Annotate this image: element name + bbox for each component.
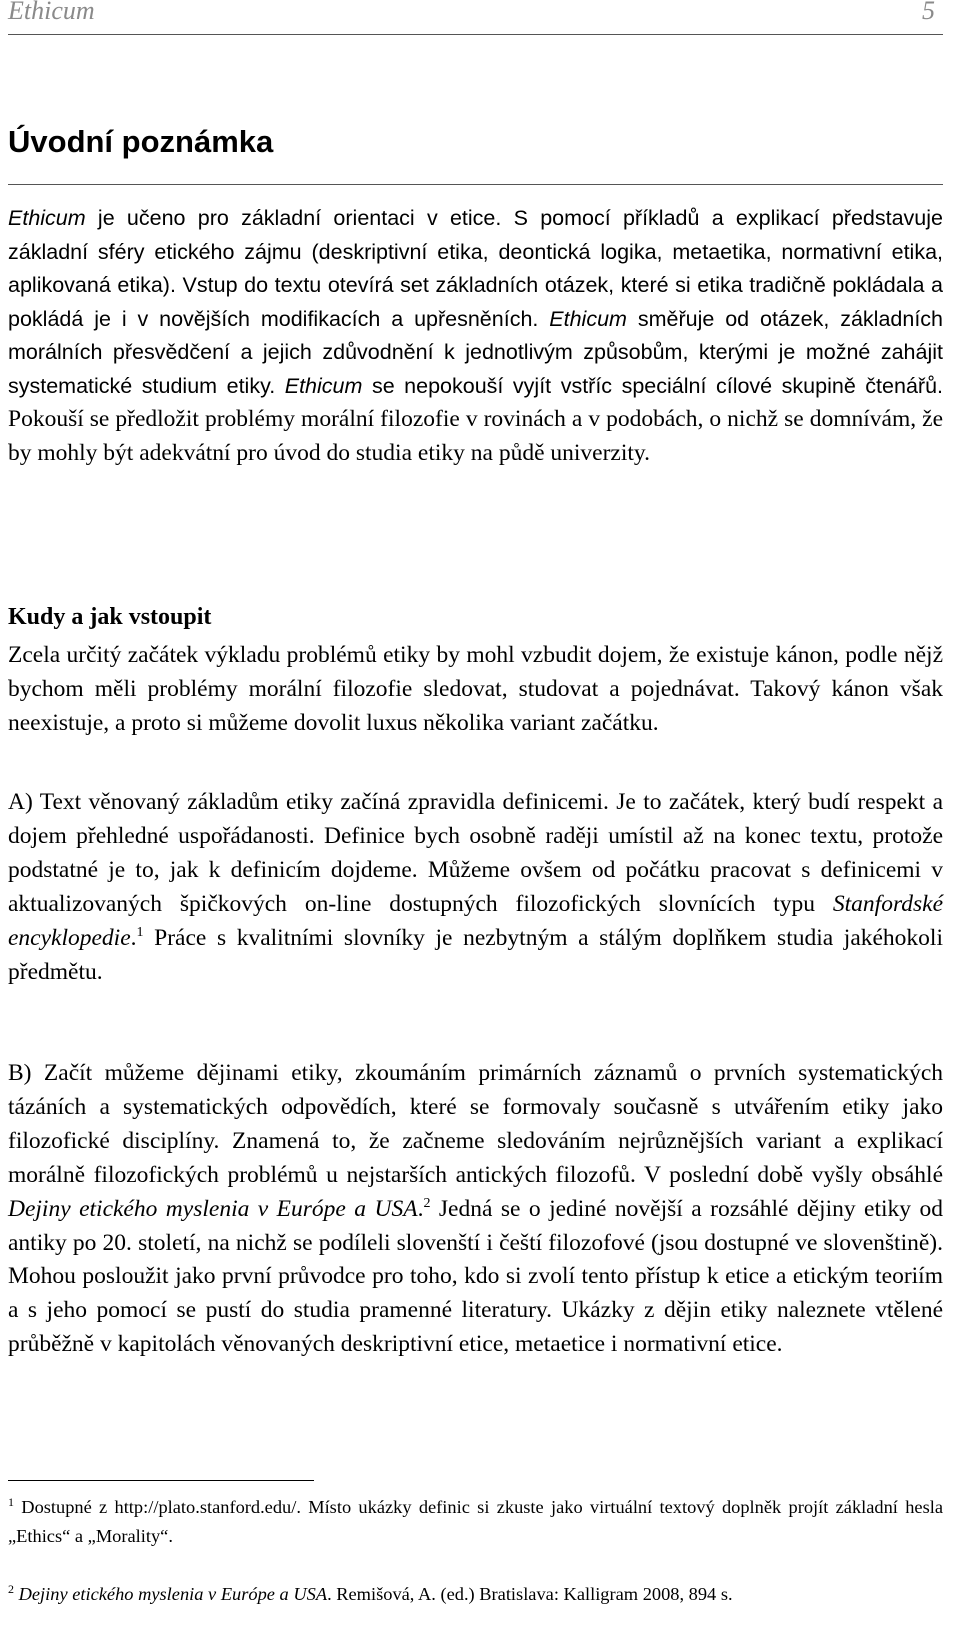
intro-text-2: směřuje od otázek, základních morálních přesvědčení a jejich zdůvodnění k jednotlivým způsobům, kterými je možné zahájit systematické studium etiky. [8,306,943,398]
intro-em-1: Ethicum [8,206,86,230]
paragraph-b-em: Dejiny etického myslenia v Európe a USA [8,1195,418,1222]
title-rule [8,184,943,185]
intro-paragraph [8,202,943,470]
intro-text-1: je učeno pro základní orientaci v etice. S pomocí příkladů a explikací představuje základní sféry etického zájmu (deskriptivní etika, deontická logika, metaetika, normativní etika, aplikovaná etika). Vstup do textu otevírá set základních otázek, které si etika tradičně pokládala a pokládá je i v novějších modifikacích a upřesněních. [8,206,943,331]
footnote-1-number: 1 [8,1494,14,1509]
footnote-1 [8,1493,943,1551]
intro-em-2: Ethicum [549,306,627,331]
paragraph-a-after-em: . [130,924,137,951]
footnote-2-em: Dejiny etického myslenia v Európe a USA [18,1584,328,1604]
paragraph-a-tail: Práce s kvalitními slovníky je nezbytným a stálým doplňkem studia jakéhokoli předmětu. [8,924,943,985]
paragraph-b-text: B) Začít můžeme dějinami etiky, zkoumáním primárních záznamů o prvních systematických tázáních a systematických odpovědích, které se formovaly současně s utvářením etiky jako filozofické disciplíny. Znamená to, že začneme sledováním nejrůznějších variant a explikací morálně filozofických problémů u nejstarších antických filozofů. V poslední době vyšly obsáhlé [8,1060,943,1188]
footnote-2-number: 2 [8,1581,14,1596]
intro-tail: Pokouší se předložit problémy morální filozofie v rovinách a v podobách, o nichž se domnívám, že by mohly být adekvátní pro úvod do studia etiky na půdě univerzity. [8,406,943,466]
page-number: 5 [922,0,935,25]
paragraph-canon: Zcela určitý začátek výkladu problémů etiky by mohl vzbudit dojem, že existuje kánon, podle nějž bychom měli problémy morální filozofie sledovat, studovat a pojednávat. Takový kánon však neexistuje, a proto si můžeme dovolit luxus několika variant začátku. [8,642,943,736]
subsection-title: Kudy a jak vstoupit [8,604,212,630]
paragraph-a [8,786,943,989]
paragraph-a-em: Stanfordské encyklopedie [8,890,943,951]
header-title: Ethicum [8,0,95,25]
paragraph-b-after-em: . [417,1195,424,1222]
paragraph-b-tail: Jedná se o jediné novější a rozsáhlé dějiny etiky od antiky po 20. století, na nichž se podíleli slovenští i čeští filozofové (jsou dostupné ve slovenštině). Mohou posloužit jako první průvodce pro toho, kdo si zvolí tento přístup k etice a etickým teoriím a s jeho pomocí se pustí do studia pramenné literatury. Ukázky z dějin etiky naleznete vtělené průběžně v kapitolách věnovaných deskriptivní etice, metaetice i normativní etice. [8,1195,943,1358]
paragraph-b [8,1057,943,1362]
running-header [8,0,943,35]
paragraph-a-text: A) Text věnovaný základům etiky začíná zpravidla definicemi. Je to začátek, který budí respekt a dojem přehledné uspořádanosti. Definice bych osobně raději umístil až na konec textu, protože podstatné je to, jak k definicím dojdeme. Můžeme ovšem od počátku pracovat s definicemi v aktualizovaných špičkových on-line dostupných filozofických slovnících typu [8,789,943,917]
intro-text-3: se nepokouší vyjít vstříc speciální cílové skupině čtenářů. [362,373,943,398]
footnote-ref-2[interactable]: 2 [423,1195,431,1211]
footnote-ref-1[interactable]: 1 [136,924,144,940]
footnote-1-text: Dostupné z http://plato.stanford.edu/. Místo ukázky definic si zkuste jako virtuální textový doplněk projít základní hesla „Ethics“ a „Morality“. [8,1497,943,1546]
intro-em-3: Ethicum [284,373,363,398]
footnote-separator [8,1480,314,1481]
footnote-2 [8,1580,943,1609]
footnote-2-text: . Remišová, A. (ed.) Bratislava: Kalligram 2008, 894 s. [327,1584,733,1604]
section-title: Úvodní poznámka [8,124,274,159]
